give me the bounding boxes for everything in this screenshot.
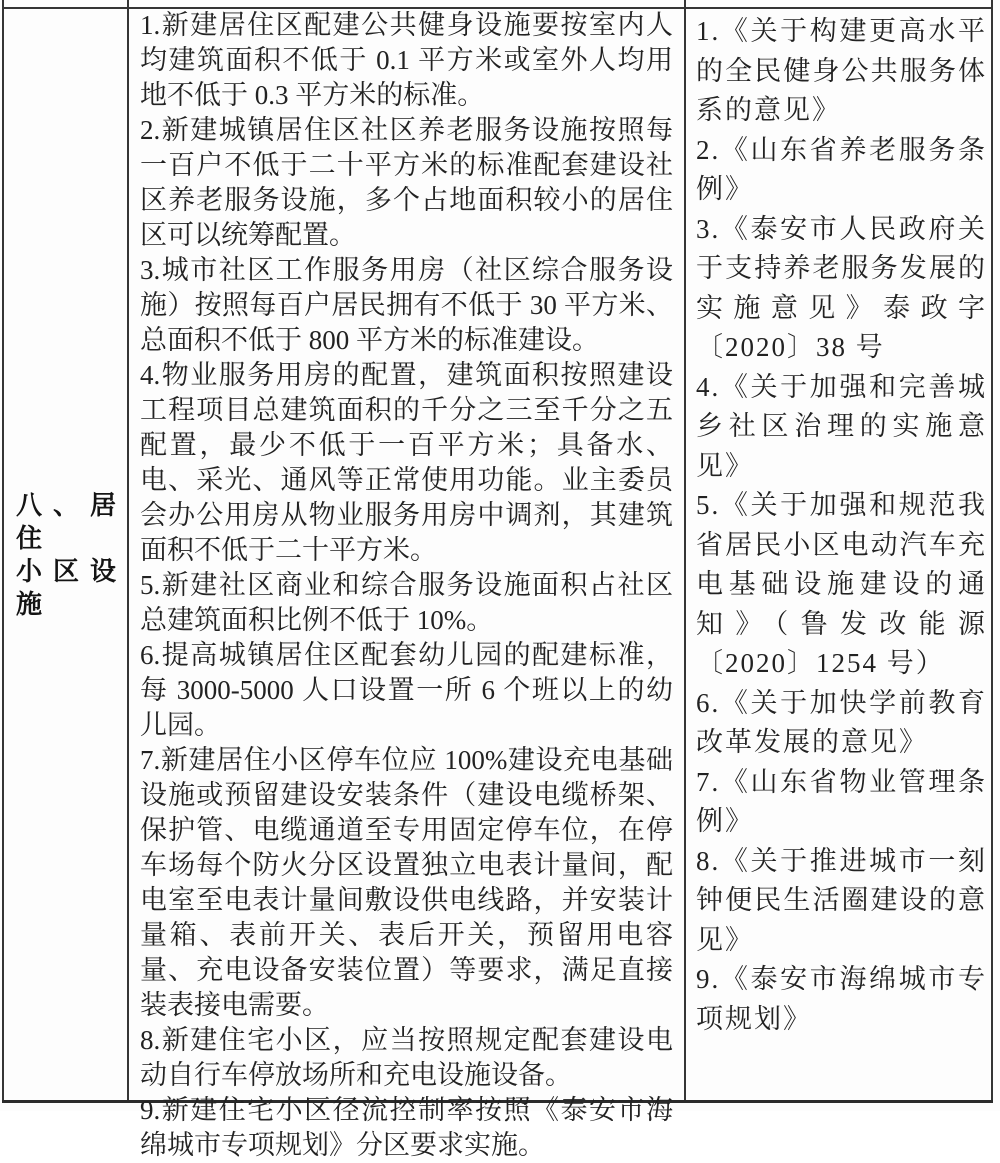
- requirement-item: 2.新建城镇居住区社区养老服务设施按照每一百户不低于二十平方米的标准配套建设社区养老服务设施，多个占地面积较小的居住区可以统筹配置。: [140, 115, 673, 250]
- reference-item: 6.《关于加快学前教育改革发展的意见》: [696, 687, 987, 757]
- requirement-item: 8.新建住宅小区，应当按照规定配套建设电动自行车停放场所和充电设施设备。: [140, 1025, 673, 1090]
- reference-item: 9.《泰安市海绵城市专项规划》: [696, 964, 987, 1034]
- reference-item: 7.《山东省物业管理条例》: [696, 766, 987, 836]
- requirement-item: 3.城市社区工作服务用房（社区综合服务设施）按照每百户居民拥有不低于 30 平方米、总面积不低于 800 平方米的标准建设。: [140, 255, 673, 355]
- reference-item: 4.《关于加强和完善城乡社区治理的实施意见》: [696, 371, 987, 481]
- requirement-item: 4.物业服务用房的配置，建筑面积按照建设工程项目总建筑面积的千分之三至千分之五配置，最少不低于一百平方米；具备水、电、采光、通风等正常使用功能。业主委员会办公用房从物业服务用房中调剂，其建筑面积不低于二十平方米。: [140, 360, 673, 565]
- row-header-label: [16, 489, 116, 621]
- row-header-line: 小区设: [16, 556, 116, 586]
- requirements-cell: [140, 8, 673, 1160]
- requirement-item: 5.新建社区商业和综合服务设施面积占社区总建筑面积比例不低于 10%。: [140, 570, 673, 635]
- reference-item: 1.《关于构建更高水平的全民健身公共服务体系的意见》: [696, 16, 987, 125]
- requirement-item: 6.提高城镇居住区配套幼儿园的配建标准，每 3000-5000 人口设置一所 6 个班以上的幼儿园。: [140, 640, 673, 740]
- table-border-right: [991, 0, 993, 1102]
- reference-item: 8.《关于推进城市一刻钟便民生活圈建设的意见》: [696, 845, 987, 955]
- requirement-item: 1.新建居住区配建公共健身设施要按室内人均建筑面积不低于 0.1 平方米或室外人均用地不低于 0.3 平方米的标准。: [140, 10, 673, 110]
- reference-item: 3.《泰安市人民政府关于支持养老服务发展的实施意见》泰政字〔2020〕38 号: [696, 213, 987, 362]
- reference-item: 5.《关于加强和规范我省居民小区电动汽车充电基础设施建设的通知》（鲁发改能源〔2020〕1254 号）: [696, 490, 987, 678]
- row-header-line: 施: [16, 589, 43, 619]
- requirement-item: 7.新建居住小区停车位应 100%建设充电基础设施或预留建设安装条件（建设电缆桥架、保护管、电缆通道至专用固定停车位，在停车场每个防火分区设置独立电表计量间，配电室至电表计量间敷设供电线路，并安装计量箱、表前开关、表后开关，预留用电容量、充电设备安装位置）等要求，满足直接装表接电需要。: [140, 745, 673, 1020]
- table-column-divider-2: [684, 0, 686, 1102]
- reference-item: 2.《山东省养老服务条例》: [696, 134, 987, 204]
- row-header-cell: [4, 9, 127, 1100]
- row-header-line: 八、居住: [16, 490, 116, 553]
- references-cell: [696, 12, 987, 1100]
- requirement-item: 9.新建住宅小区径流控制率按照《泰安市海绵城市专项规划》分区要求实施。: [140, 1095, 673, 1160]
- table-column-divider-1: [127, 0, 129, 1102]
